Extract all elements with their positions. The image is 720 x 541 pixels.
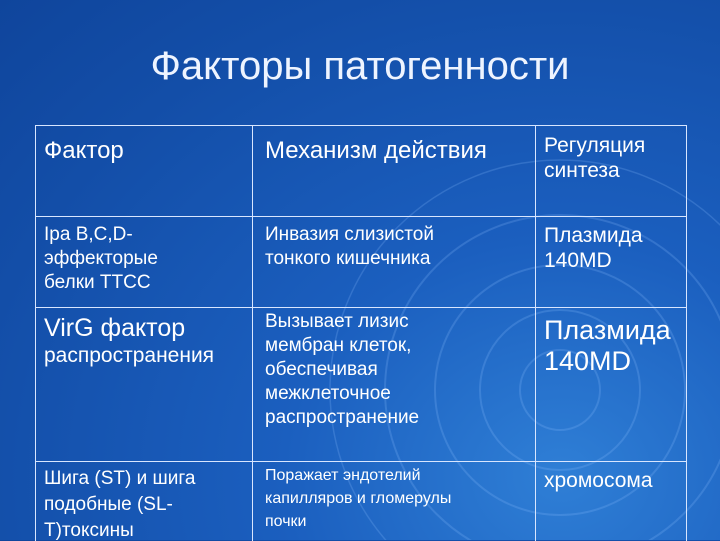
cell-line: 140MD [544,346,632,376]
cell-line: белки ТТСС [44,272,151,293]
cell-line: распространение [265,407,420,428]
cell-line: Шига (ST) и шига [44,468,196,489]
header-factor: Фактор [36,126,253,216]
header-mechanism: Механизм действия [253,126,536,216]
table-row [36,216,686,308]
row-mechanism-cell [253,307,536,461]
cell-line: распространения [44,344,215,367]
table-header-row [36,126,686,217]
row-factor-cell [36,461,253,541]
cell-line: хромосома [544,469,653,492]
row-mechanism-cell [253,216,536,307]
row-regulation-cell [536,216,686,307]
header-regulation [536,126,686,216]
cell-line: Инвазия слизистой [265,224,434,245]
cell-line: Поражает эндотелий [265,467,421,484]
cell-line: капилляров и гломерулы [265,490,452,507]
cell-line: Плазмида [544,315,671,345]
row-mechanism-cell [253,461,536,541]
cell-line: почки [265,513,307,530]
row-factor-cell [36,216,253,307]
cell-line: обеспечивая [265,359,378,380]
cell-line: тонкого кишечника [265,248,431,269]
cell-line: VirG фактор [44,314,186,342]
cell-line: Плазмида [544,224,643,247]
row-factor-cell [36,307,253,461]
header-regulation-line: синтеза [544,159,620,182]
cell-line: эффекторые [44,248,158,269]
cell-line: Вызывает лизис [265,311,409,332]
cell-line: Ipa B,C,D- [44,224,133,245]
slide-title: Факторы патогенности [150,44,570,88]
cell-line: T)токсины [44,520,134,541]
row-regulation-cell [536,461,686,541]
table-row [36,461,686,541]
table-row [36,307,686,462]
pathogenicity-table [35,125,687,541]
row-regulation-cell [536,307,686,461]
header-regulation-line: Регуляция [544,134,646,157]
cell-line: подобные (SL- [44,494,173,515]
cell-line: 140MD [544,249,612,272]
cell-line: межклеточное [265,383,391,404]
cell-line: мембран клеток, [265,335,412,356]
